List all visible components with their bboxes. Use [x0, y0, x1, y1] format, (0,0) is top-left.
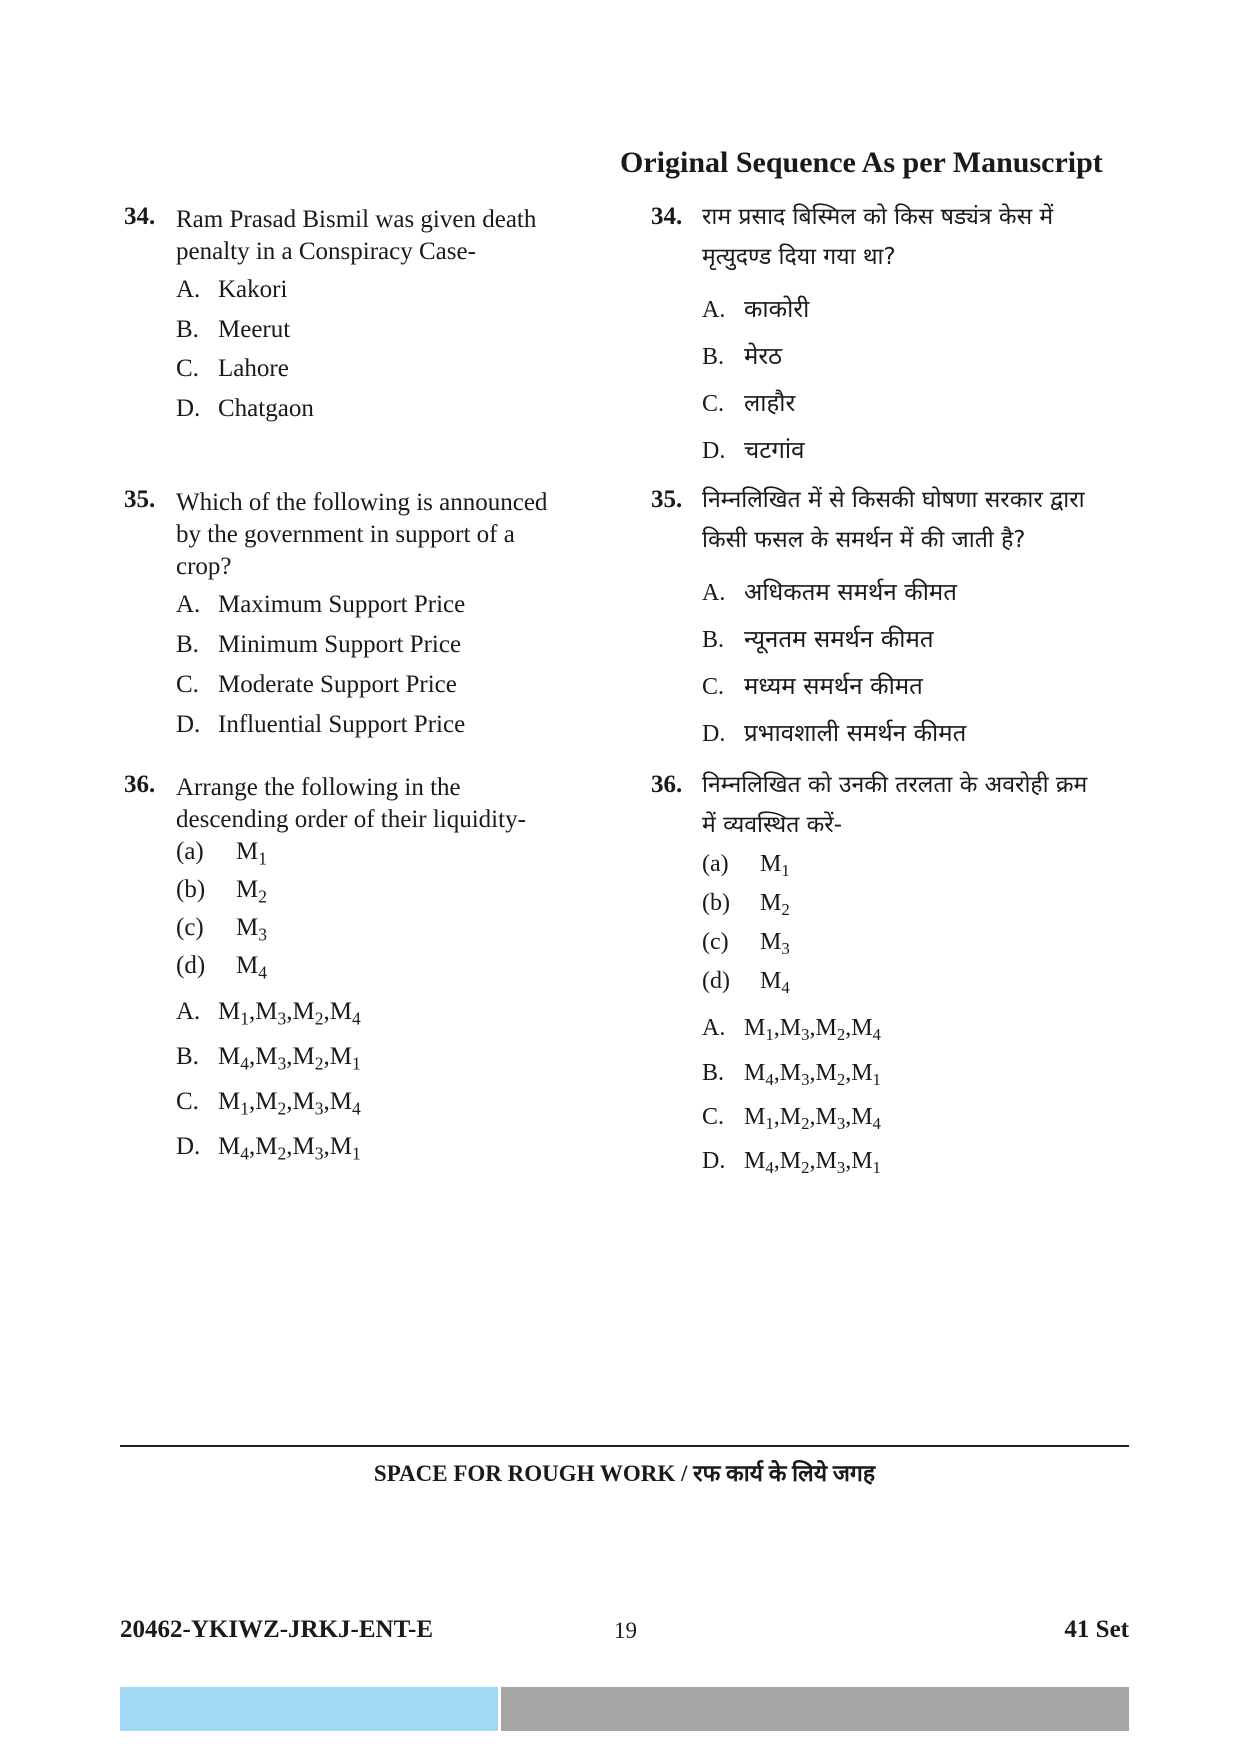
option-d: D. $M_4,M_2,M_3,M_1$	[702, 1148, 881, 1178]
option-d: D. Influential Support Price	[176, 711, 466, 738]
money-supply-term: $M_3$	[815, 1148, 846, 1178]
question-line: में व्यवस्थित करें-	[702, 812, 842, 838]
option-label: D.	[702, 1148, 726, 1174]
money-supply-term: $M_2$	[815, 1060, 846, 1090]
money-supply-term: $M_3$	[779, 1060, 810, 1090]
question-text	[176, 487, 547, 583]
question-line: Arrange the following in the	[176, 774, 461, 801]
question-number: 36.	[651, 771, 683, 798]
option-a: A. Kakori	[176, 276, 288, 303]
money-supply-term: $M_4$	[329, 1088, 361, 1119]
money-supply-term: $M_2$	[292, 998, 324, 1029]
money-supply-term: $M_2$	[815, 1015, 846, 1045]
set-label: 41 Set	[1064, 1616, 1129, 1643]
money-supply-term: $M_1$	[218, 1088, 249, 1119]
option-d: D. प्रभावशाली समर्थन कीमत	[702, 719, 967, 747]
item-a: (a) $M_1$	[702, 851, 790, 881]
item-d: (d) $M_4$	[176, 952, 267, 983]
page-heading: Original Sequence As per Manuscript	[620, 146, 1103, 179]
money-supply-term: $M_2$	[255, 1088, 287, 1119]
option-label: D.	[176, 1133, 201, 1160]
money-supply-term: $M_4$	[329, 998, 361, 1029]
money-supply-term: $M_3$	[255, 1043, 287, 1074]
question-line: मृत्युदण्ड दिया गया था?	[702, 244, 896, 270]
rough-work-divider	[120, 1445, 1129, 1447]
money-supply-term: $M_3$	[779, 1015, 810, 1045]
option-label: C.	[176, 1088, 199, 1115]
option-a: A. अधिकतम समर्थन कीमत	[702, 578, 957, 606]
paper-code: 20462-YKIWZ-JRKJ-ENT-E	[120, 1616, 433, 1643]
question-line: crop?	[176, 553, 232, 580]
question-number: 35.	[124, 486, 156, 513]
money-supply-term: $M_4$	[218, 1133, 249, 1164]
question-text	[176, 204, 536, 268]
option-label: A.	[176, 998, 201, 1025]
money-supply-term: $M_2$	[779, 1104, 810, 1134]
question-text	[702, 765, 1087, 845]
item-b: (b) $M_2$	[702, 890, 790, 920]
money-supply-term: $M_1$	[744, 1015, 774, 1045]
option-a: A. काकोरी	[702, 295, 810, 323]
option-b: B. Meerut	[176, 316, 291, 343]
option-b: B. Minimum Support Price	[176, 631, 462, 658]
option-label: B.	[702, 1060, 725, 1086]
money-supply-term: $M_1$	[851, 1148, 881, 1178]
question-text	[702, 197, 1053, 277]
money-supply-term: $M_4$	[851, 1015, 881, 1045]
option-b: B. मेरठ	[702, 342, 783, 370]
item-a: (a) $M_1$	[176, 838, 267, 869]
money-supply-term: $M_2$	[255, 1133, 287, 1164]
option-label: A.	[702, 1015, 726, 1041]
money-supply-term: $M_4$	[744, 1148, 774, 1178]
option-c: C. $M_1,M_2,M_3,M_4$	[176, 1088, 361, 1119]
option-label: C.	[702, 1104, 725, 1130]
option-b: B. $M_4,M_3,M_2,M_1$	[176, 1043, 361, 1074]
money-supply-term: $M_1$	[329, 1133, 361, 1164]
money-supply-term: $M_4$	[851, 1104, 881, 1134]
option-a: A. $M_1,M_3,M_2,M_4$	[702, 1015, 881, 1045]
question-line: descending order of their liquidity-	[176, 806, 526, 833]
option-c: C. $M_1,M_2,M_3,M_4$	[702, 1104, 881, 1134]
question-line: penalty in a Conspiracy Case-	[176, 238, 476, 265]
question-text	[702, 480, 1085, 560]
money-supply-term: $M_3$	[292, 1133, 324, 1164]
money-supply-term: $M_3$	[255, 998, 287, 1029]
item-c: (c) $M_3$	[176, 914, 267, 945]
option-label: B.	[176, 1043, 199, 1070]
rough-work-label: SPACE FOR ROUGH WORK / रफ कार्य के लिये जगह	[373, 1461, 876, 1486]
question-line: निम्नलिखित में से किसकी घोषणा सरकार द्वारा	[702, 487, 1085, 513]
item-b: (b) $M_2$	[176, 876, 267, 907]
option-d: D. $M_4,M_2,M_3,M_1$	[176, 1133, 361, 1164]
page-number: 19	[614, 1618, 637, 1643]
option-d: D. चटगांव	[702, 436, 805, 464]
item-c: (c) $M_3$	[702, 929, 790, 959]
money-supply-term: $M_1$	[744, 1104, 774, 1134]
question-line: Which of the following is announced	[176, 489, 548, 516]
option-b: B. न्यूनतम समर्थन कीमत	[702, 625, 934, 653]
question-line: निम्नलिखित को उनकी तरलता के अवरोही क्रम	[702, 772, 1088, 798]
question-line: किसी फसल के समर्थन में की जाती है?	[702, 527, 1026, 553]
money-supply-term: $M_2$	[779, 1148, 810, 1178]
question-number: 36.	[124, 771, 156, 798]
option-c: C. Moderate Support Price	[176, 671, 457, 698]
footer-bar-right	[501, 1687, 1129, 1731]
question-line: Ram Prasad Bismil was given death	[176, 206, 537, 233]
footer-bar-left	[120, 1687, 498, 1731]
question-text	[176, 772, 526, 836]
question-line: राम प्रसाद बिस्मिल को किस षड्यंत्र केस में	[702, 204, 1054, 230]
money-supply-term: $M_4$	[218, 1043, 249, 1074]
money-supply-term: $M_3$	[292, 1088, 324, 1119]
option-a: A. Maximum Support Price	[176, 591, 466, 618]
question-number: 34.	[124, 203, 156, 230]
money-supply-term: $M_4$	[744, 1060, 774, 1090]
money-supply-term: $M_1$	[329, 1043, 361, 1074]
option-c: C. मध्यम समर्थन कीमत	[702, 672, 923, 700]
money-supply-term: $M_2$	[292, 1043, 324, 1074]
option-a: A. $M_1,M_3,M_2,M_4$	[176, 998, 361, 1029]
money-supply-term: $M_3$	[815, 1104, 846, 1134]
option-b: B. $M_4,M_3,M_2,M_1$	[702, 1060, 881, 1090]
question-number: 35.	[651, 486, 683, 513]
question-line: by the government in support of a	[176, 521, 515, 548]
item-d: (d) $M_4$	[702, 968, 790, 998]
option-c: C. लाहौर	[702, 389, 796, 417]
money-supply-term: $M_1$	[851, 1060, 881, 1090]
option-c: C. Lahore	[176, 355, 289, 382]
option-d: D. Chatgaon	[176, 395, 314, 422]
money-supply-term: $M_1$	[218, 998, 249, 1029]
question-number: 34.	[651, 203, 683, 230]
